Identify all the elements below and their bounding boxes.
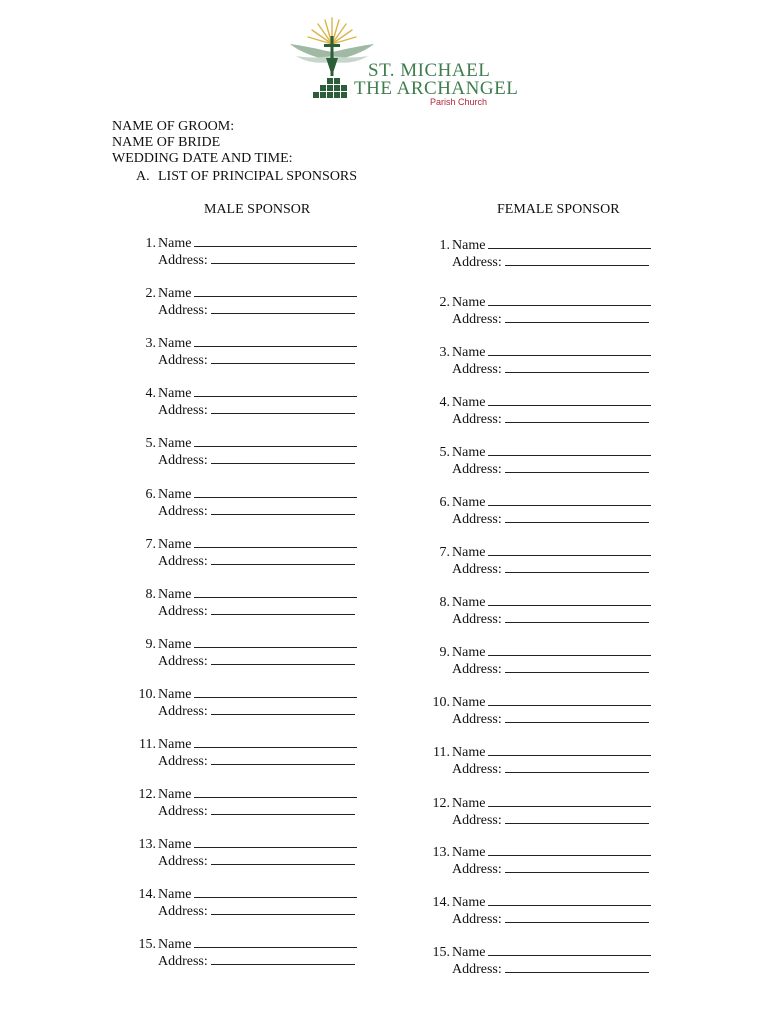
name-label: Name	[158, 937, 192, 952]
address-field[interactable]	[505, 961, 649, 973]
address-row	[158, 753, 355, 770]
male-sponsor-entry	[134, 736, 357, 769]
address-row	[158, 402, 355, 419]
address-row	[452, 611, 649, 628]
female-sponsor-entry	[428, 544, 651, 577]
address-field[interactable]	[505, 911, 649, 923]
name-field[interactable]	[194, 536, 357, 548]
address-label: Address:	[452, 762, 502, 777]
address-row	[452, 311, 649, 328]
male-sponsor-entry	[134, 385, 357, 418]
address-row	[158, 503, 355, 520]
entry-number: 5.	[145, 436, 156, 451]
name-label: Name	[452, 695, 486, 710]
address-field[interactable]	[505, 461, 649, 473]
female-sponsor-entry	[428, 494, 651, 527]
address-field[interactable]	[211, 402, 355, 414]
address-field[interactable]	[211, 803, 355, 815]
address-row	[158, 703, 355, 720]
female-sponsor-entry	[428, 237, 651, 270]
entry-number: 6.	[145, 487, 156, 502]
female-sponsor-entry	[428, 294, 651, 327]
name-field[interactable]	[488, 237, 651, 249]
name-label: Name	[158, 436, 192, 451]
address-row	[158, 553, 355, 570]
address-row	[158, 653, 355, 670]
male-sponsor-entry	[134, 586, 357, 619]
address-label: Address:	[452, 962, 502, 977]
name-label: Name	[158, 336, 192, 351]
name-field[interactable]	[488, 594, 651, 606]
section-title: LIST OF PRINCIPAL SPONSORS	[158, 169, 358, 184]
name-label: Name	[158, 537, 192, 552]
male-sponsor-heading: MALE SPONSOR	[204, 202, 311, 217]
address-label: Address:	[452, 255, 502, 270]
address-label: Address:	[158, 854, 208, 869]
address-label: Address:	[158, 754, 208, 769]
female-sponsor-entry	[428, 795, 651, 828]
section-letter: A.	[136, 169, 150, 184]
name-label: Name	[452, 745, 486, 760]
address-label: Address:	[158, 804, 208, 819]
name-label: Name	[452, 395, 486, 410]
address-row	[452, 511, 649, 528]
address-label: Address:	[158, 554, 208, 569]
address-label: Address:	[158, 704, 208, 719]
address-row	[452, 561, 649, 578]
address-field[interactable]	[505, 411, 649, 423]
female-sponsor-heading: FEMALE SPONSOR	[497, 202, 620, 217]
address-field[interactable]	[211, 853, 355, 865]
female-sponsor-entry	[428, 744, 651, 777]
name-field[interactable]	[488, 344, 651, 356]
entry-number: 11.	[139, 737, 156, 752]
logo-subtitle: Parish Church	[430, 97, 488, 107]
address-row	[452, 411, 649, 428]
name-label: Name	[452, 345, 486, 360]
address-row	[158, 853, 355, 870]
address-field[interactable]	[505, 761, 649, 773]
address-label: Address:	[158, 504, 208, 519]
female-sponsor-entry	[428, 894, 651, 927]
address-field[interactable]	[505, 311, 649, 323]
address-field[interactable]	[211, 953, 355, 965]
address-label: Address:	[158, 453, 208, 468]
address-row	[158, 302, 355, 319]
address-field[interactable]	[505, 611, 649, 623]
name-label: Name	[158, 737, 192, 752]
female-sponsor-entry	[428, 344, 651, 377]
address-field[interactable]	[211, 603, 355, 615]
female-sponsor-entry	[428, 444, 651, 477]
name-label: Name	[158, 236, 192, 251]
entry-number: 12.	[138, 787, 156, 802]
address-row	[452, 661, 649, 678]
name-field[interactable]	[194, 335, 357, 347]
address-row	[452, 961, 649, 978]
address-field[interactable]	[211, 703, 355, 715]
address-row	[452, 711, 649, 728]
name-label: Name	[158, 637, 192, 652]
name-field[interactable]	[488, 844, 651, 856]
entry-number: 1.	[439, 238, 450, 253]
male-sponsor-entry	[134, 536, 357, 569]
name-label: Name	[452, 495, 486, 510]
entry-number: 3.	[439, 345, 450, 360]
address-field[interactable]	[505, 254, 649, 266]
entry-number: 6.	[439, 495, 450, 510]
address-row	[158, 803, 355, 820]
name-field[interactable]	[488, 644, 651, 656]
entry-number: 10.	[138, 687, 156, 702]
address-label: Address:	[158, 904, 208, 919]
entry-number: 9.	[145, 637, 156, 652]
address-row	[158, 903, 355, 920]
entry-number: 11.	[433, 745, 450, 760]
male-sponsor-entry	[134, 335, 357, 368]
address-label: Address:	[158, 353, 208, 368]
entry-number: 15.	[138, 937, 156, 952]
groom-name-label: NAME OF GROOM:	[112, 119, 235, 134]
male-sponsor-entry	[134, 435, 357, 468]
name-label: Name	[158, 286, 192, 301]
name-field[interactable]	[488, 744, 651, 756]
name-label: Name	[158, 587, 192, 602]
address-label: Address:	[158, 654, 208, 669]
address-field[interactable]	[505, 861, 649, 873]
entry-number: 9.	[439, 645, 450, 660]
name-label: Name	[452, 545, 486, 560]
address-row	[452, 911, 649, 928]
entry-number: 13.	[138, 837, 156, 852]
address-field[interactable]	[505, 511, 649, 523]
address-label: Address:	[452, 312, 502, 327]
name-field[interactable]	[488, 494, 651, 506]
name-label: Name	[452, 295, 486, 310]
name-label: Name	[452, 796, 486, 811]
address-field[interactable]	[211, 653, 355, 665]
wedding-date-label: WEDDING DATE AND TIME:	[112, 151, 293, 166]
entry-number: 3.	[145, 336, 156, 351]
entry-number: 4.	[439, 395, 450, 410]
name-field[interactable]	[194, 936, 357, 948]
address-row	[452, 812, 649, 829]
address-field[interactable]	[505, 561, 649, 573]
male-sponsor-entry	[134, 786, 357, 819]
male-sponsor-entry	[134, 936, 357, 969]
parish-logo	[286, 14, 519, 107]
address-label: Address:	[158, 403, 208, 418]
female-sponsor-entry	[428, 694, 651, 727]
name-field[interactable]	[488, 444, 651, 456]
name-label: Name	[452, 945, 486, 960]
address-label: Address:	[452, 612, 502, 627]
address-row	[452, 761, 649, 778]
address-field[interactable]	[211, 753, 355, 765]
address-field[interactable]	[505, 711, 649, 723]
entry-number: 2.	[145, 286, 156, 301]
entry-number: 14.	[432, 895, 450, 910]
address-label: Address:	[452, 412, 502, 427]
address-label: Address:	[452, 662, 502, 677]
address-row	[452, 461, 649, 478]
section-heading	[136, 169, 357, 185]
name-field[interactable]	[194, 586, 357, 598]
entry-number: 4.	[145, 386, 156, 401]
address-label: Address:	[452, 813, 502, 828]
name-field[interactable]	[488, 694, 651, 706]
female-sponsor-entry	[428, 594, 651, 627]
name-field[interactable]	[194, 886, 357, 898]
female-sponsor-entry	[428, 644, 651, 677]
entry-number: 2.	[439, 295, 450, 310]
name-field[interactable]	[194, 786, 357, 798]
name-field[interactable]	[488, 795, 651, 807]
name-field[interactable]	[194, 836, 357, 848]
address-row	[158, 953, 355, 970]
address-field[interactable]	[211, 452, 355, 464]
name-label: Name	[452, 895, 486, 910]
address-row	[158, 452, 355, 469]
male-sponsor-entry	[134, 486, 357, 519]
name-label: Name	[452, 645, 486, 660]
address-field[interactable]	[211, 352, 355, 364]
address-field[interactable]	[505, 812, 649, 824]
entry-number: 8.	[439, 595, 450, 610]
logo-title-line2: THE ARCHANGEL	[354, 78, 519, 99]
name-field[interactable]	[194, 686, 357, 698]
logo-title-line1: ST. MICHAEL	[368, 60, 491, 81]
address-row	[452, 861, 649, 878]
address-label: Address:	[452, 912, 502, 927]
address-label: Address:	[158, 303, 208, 318]
name-label: Name	[452, 238, 486, 253]
address-label: Address:	[452, 562, 502, 577]
entry-number: 8.	[145, 587, 156, 602]
address-field[interactable]	[211, 302, 355, 314]
address-field[interactable]	[211, 903, 355, 915]
name-field[interactable]	[194, 285, 357, 297]
address-label: Address:	[452, 712, 502, 727]
name-label: Name	[452, 845, 486, 860]
male-sponsor-entry	[134, 836, 357, 869]
address-field[interactable]	[211, 252, 355, 264]
address-label: Address:	[158, 604, 208, 619]
address-label: Address:	[158, 954, 208, 969]
entry-number: 7.	[145, 537, 156, 552]
address-label: Address:	[452, 512, 502, 527]
name-field[interactable]	[194, 486, 357, 498]
name-field[interactable]	[194, 636, 357, 648]
name-field[interactable]	[488, 294, 651, 306]
name-field[interactable]	[488, 944, 651, 956]
name-label: Name	[158, 787, 192, 802]
entry-number: 13.	[432, 845, 450, 860]
female-sponsor-entry	[428, 394, 651, 427]
name-field[interactable]	[194, 435, 357, 447]
entry-number: 15.	[432, 945, 450, 960]
address-field[interactable]	[211, 553, 355, 565]
address-field[interactable]	[505, 661, 649, 673]
address-row	[158, 352, 355, 369]
entry-number: 1.	[145, 236, 156, 251]
male-sponsor-entry	[134, 686, 357, 719]
name-field[interactable]	[488, 544, 651, 556]
name-field[interactable]	[194, 385, 357, 397]
female-sponsor-entry	[428, 844, 651, 877]
name-label: Name	[158, 887, 192, 902]
address-row	[158, 603, 355, 620]
name-label: Name	[158, 687, 192, 702]
address-row	[452, 361, 649, 378]
male-sponsor-entry	[134, 886, 357, 919]
address-field[interactable]	[505, 361, 649, 373]
name-label: Name	[158, 487, 192, 502]
entry-number: 12.	[432, 796, 450, 811]
name-field[interactable]	[194, 235, 357, 247]
entry-number: 10.	[432, 695, 450, 710]
female-sponsor-entry	[428, 944, 651, 977]
name-label: Name	[452, 595, 486, 610]
name-field[interactable]	[488, 394, 651, 406]
address-row	[158, 252, 355, 269]
name-label: Name	[158, 837, 192, 852]
address-field[interactable]	[211, 503, 355, 515]
name-label: Name	[158, 386, 192, 401]
address-row	[452, 254, 649, 271]
male-sponsor-entry	[134, 235, 357, 268]
name-label: Name	[452, 445, 486, 460]
bride-name-label: NAME OF BRIDE	[112, 135, 221, 150]
name-field[interactable]	[488, 894, 651, 906]
address-label: Address:	[452, 462, 502, 477]
entry-number: 5.	[439, 445, 450, 460]
name-field[interactable]	[194, 736, 357, 748]
male-sponsor-entry	[134, 636, 357, 669]
entry-number: 14.	[138, 887, 156, 902]
address-label: Address:	[158, 253, 208, 268]
address-label: Address:	[452, 862, 502, 877]
entry-number: 7.	[439, 545, 450, 560]
male-sponsor-entry	[134, 285, 357, 318]
address-label: Address:	[452, 362, 502, 377]
